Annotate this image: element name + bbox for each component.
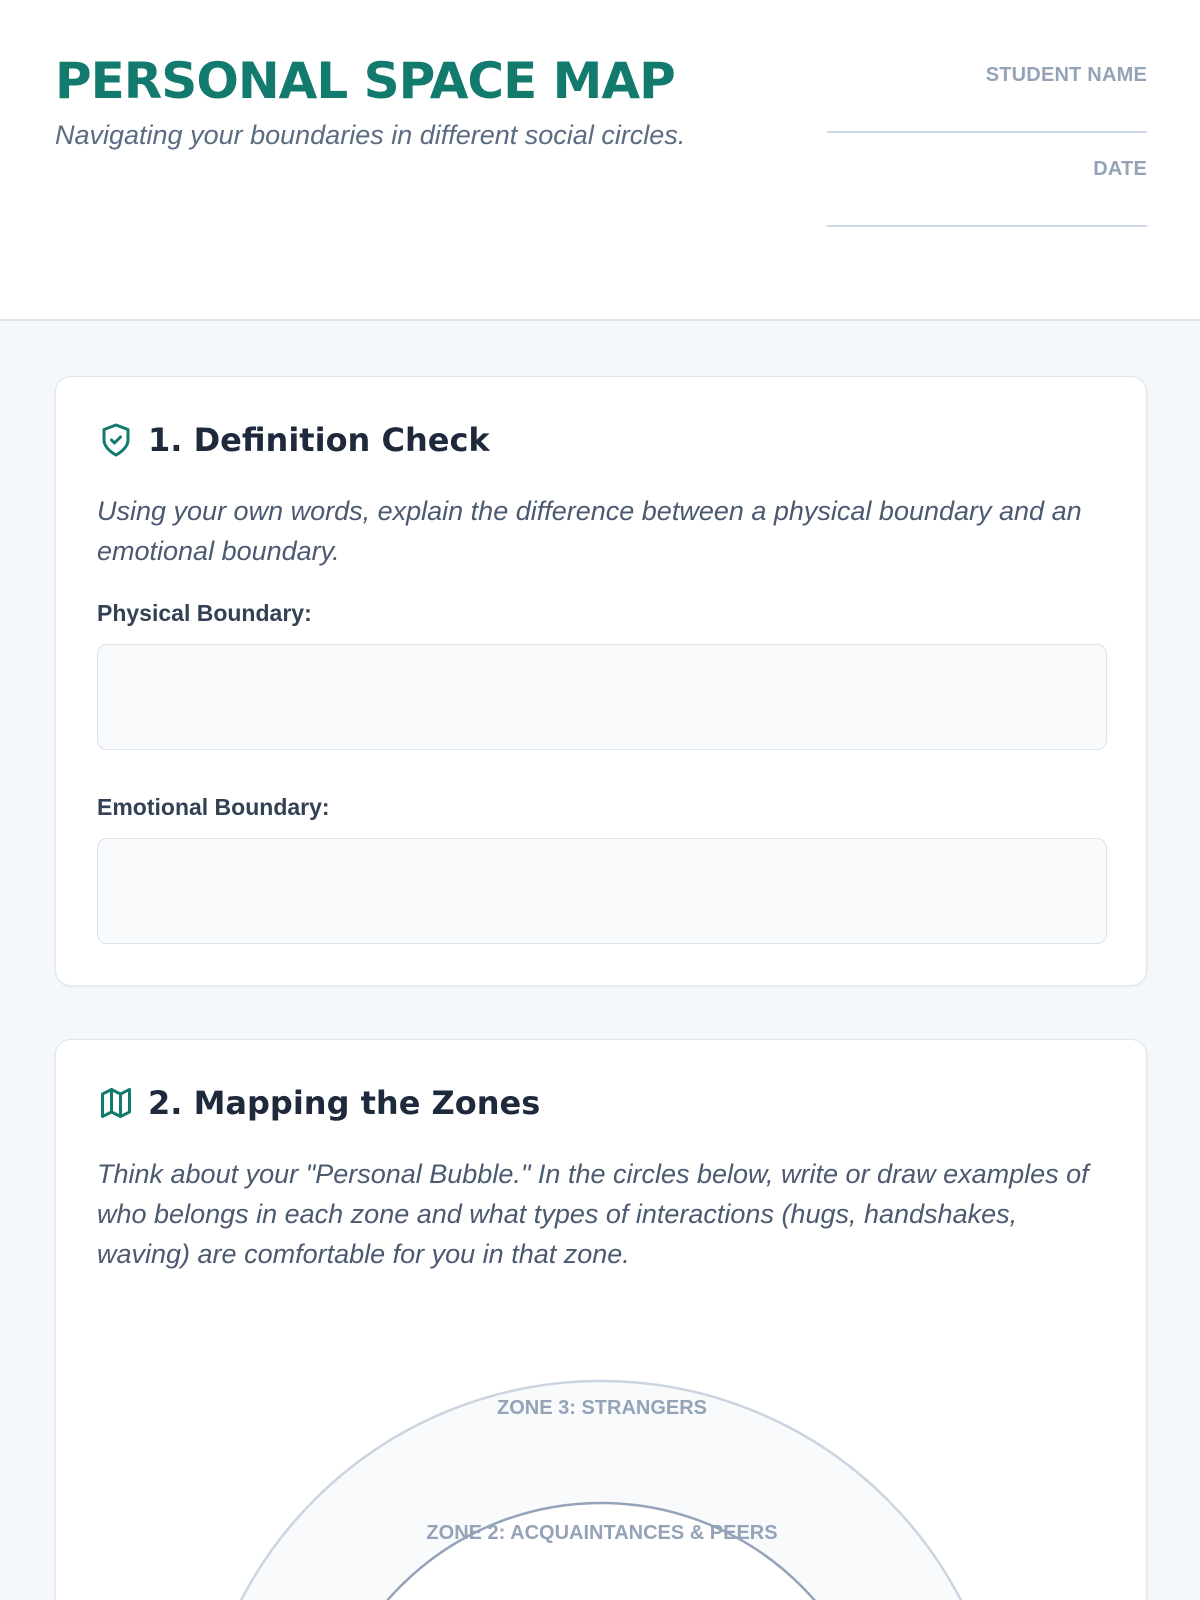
- map-icon: [98, 1084, 134, 1122]
- section-instructions: Using your own words, explain the difference between a physical boundary and an emotional boundary.: [97, 496, 1082, 566]
- date-field[interactable]: [827, 158, 1147, 228]
- mapping-zones-header: [98, 1084, 540, 1122]
- section-title: 2. Mapping the Zones: [148, 1084, 541, 1122]
- zone-3-label: ZONE 3: STRANGERS: [496, 1397, 708, 1419]
- student-name-line[interactable]: [827, 131, 1147, 133]
- definition-check-card: [55, 376, 1147, 986]
- page-title: PERSONAL SPACE MAP: [55, 52, 675, 110]
- date-label: DATE: [1093, 158, 1147, 180]
- mapping-zones-card: [55, 1039, 1147, 1600]
- section-instructions: Think about your "Personal Bubble." In the circles below, write or draw examples of who belongs in each zone and what types of interactions (hugs, handshakes, waving) are comfortable for you in that zone.: [97, 1159, 1089, 1269]
- emotional-boundary-answer-box[interactable]: [97, 838, 1107, 944]
- student-name-label: STUDENT NAME: [985, 64, 1147, 86]
- definition-check-header: [98, 421, 490, 459]
- student-name-field[interactable]: [827, 64, 1147, 134]
- physical-boundary-label: Physical Boundary:: [97, 600, 312, 626]
- zones-diagram[interactable]: [56, 1040, 1148, 1600]
- page-subtitle: Navigating your boundaries in different social circles.: [55, 120, 686, 150]
- page-header: [0, 0, 1200, 321]
- physical-boundary-answer-box[interactable]: [97, 644, 1107, 750]
- zone-2-label: ZONE 2: ACQUAINTANCES & PEERS: [426, 1522, 778, 1544]
- date-line[interactable]: [827, 225, 1147, 227]
- shield-check-icon: [98, 421, 134, 459]
- emotional-boundary-label: Emotional Boundary:: [97, 794, 330, 820]
- section-title: 1. Definition Check: [148, 421, 490, 459]
